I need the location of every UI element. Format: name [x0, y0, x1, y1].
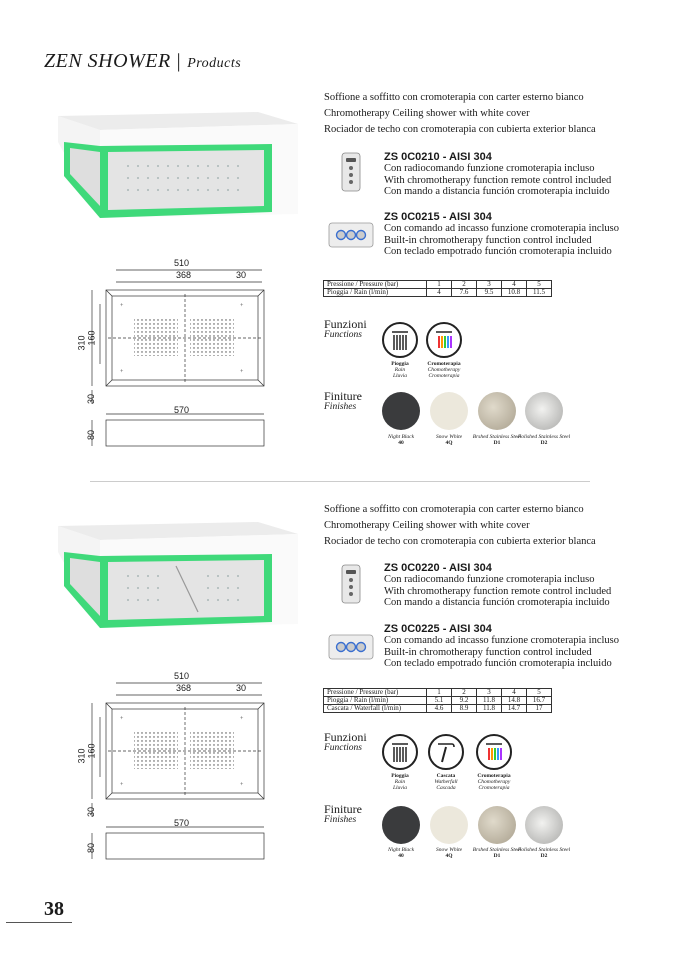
svg-text:+: +: [240, 303, 244, 309]
finish-name: Snow White: [435, 847, 463, 853]
function-caption: [466, 773, 522, 791]
caption-line: Pioggia: [391, 773, 409, 779]
variant-line: Built-in chromotherapy function control included: [384, 646, 592, 658]
remote-control-icon: [340, 564, 362, 604]
wall-control-icon: [328, 634, 374, 660]
finish-swatch-snow-white: [430, 806, 468, 844]
chromotherapy-icon: [476, 734, 512, 770]
table-cell: 5: [527, 281, 552, 289]
caption-line: Lluvia: [392, 785, 408, 791]
table-cell: 14.7: [502, 705, 527, 713]
table-cell: 11.8: [477, 697, 502, 705]
dim-height: 80: [86, 429, 97, 441]
variant-line: Con teclado empotrado función cromoterapia incluido: [384, 658, 612, 669]
variant-line: Con radiocomando funzione cromoterapia incluso: [384, 163, 595, 174]
dim-inner: 368: [176, 270, 192, 280]
table-cell: Pioggia / Rain (l/min): [324, 697, 427, 705]
finishes-subtitle: Finishes: [324, 402, 357, 412]
dim-width: 510: [174, 258, 190, 268]
finish-code: D2: [540, 853, 548, 859]
table-cell: 4: [502, 281, 527, 289]
dim-depth: 310: [76, 335, 87, 351]
table-cell: Pioggia / Rain (l/min): [324, 289, 427, 297]
dim-edge: 30: [236, 270, 247, 280]
section-label: Products: [187, 56, 242, 71]
variant-line: Con mando a distancia función cromoterapia incluido: [384, 186, 610, 197]
finish-name: Night Black: [387, 434, 415, 440]
variant-line: Con radiocomando funzione cromoterapia incluso: [384, 574, 595, 585]
desc-spanish: Rociador de techo con cromoterapia con cubierta exterior blanca: [324, 536, 596, 547]
desc-spanish: Rociador de techo con cromoterapia con cubierta exterior blanca: [324, 124, 596, 135]
svg-text:+: +: [240, 369, 244, 375]
table-cell: 10.8: [502, 289, 527, 297]
table-cell: 2: [452, 281, 477, 289]
caption-line: Cromoterapia: [478, 785, 510, 791]
functions-subtitle: Functions: [324, 330, 362, 340]
desc-english: Chromotherapy Ceiling shower with white cover: [324, 520, 530, 531]
table-cell: 11.8: [477, 705, 502, 713]
caption-line: Pioggia: [391, 361, 409, 367]
table-cell: Pressione / Pressure (bar): [324, 689, 427, 697]
finishes-title: Finiture: [324, 802, 362, 816]
variant-line: With chromotherapy function remote control included: [384, 174, 612, 186]
dim-height: 80: [86, 842, 97, 854]
variant-line: With chromotherapy function remote control included: [384, 585, 612, 597]
caption-line: Rain: [394, 779, 406, 785]
dim-half: 160: [86, 330, 97, 346]
dim-depth: 310: [76, 748, 87, 764]
svg-text:+: +: [120, 782, 124, 788]
table-cell: 5: [527, 689, 552, 697]
caption-line: Chomotherapy: [477, 779, 511, 785]
desc-italian: Soffione a soffitto con cromoterapia con carter esterno bianco: [324, 504, 584, 515]
table-cell: 4: [502, 689, 527, 697]
technical-drawing: [72, 667, 272, 867]
functions-title: Funzioni: [324, 730, 367, 744]
variant-line: Con comando ad incasso funzione cromoterapia incluso: [384, 635, 620, 646]
table-cell: 2: [452, 689, 477, 697]
variant-code: ZS 0C0215 - AISI 304: [384, 211, 492, 223]
table-cell: 17: [527, 705, 552, 713]
variant-code: ZS 0C0220 - AISI 304: [384, 562, 492, 574]
finish-code: 4Q: [445, 440, 453, 446]
finish-swatch-night-black: [382, 806, 420, 844]
variant-code: ZS 0C0225 - AISI 304: [384, 623, 492, 635]
table-cell: 8.9: [452, 705, 477, 713]
table-cell: 14.8: [502, 697, 527, 705]
finish-name: Night Black: [387, 847, 415, 853]
dim-bottom-width: 570: [174, 405, 190, 415]
brand-separator: |: [176, 50, 182, 72]
rain-icon: [382, 734, 418, 770]
finishes-title: Finiture: [324, 389, 362, 403]
page-number-underline: [6, 922, 72, 923]
table-cell: 3: [477, 689, 502, 697]
finish-code: 40: [398, 440, 404, 446]
caption-line: Lluvia: [392, 373, 408, 379]
table-cell: 5.1: [427, 697, 452, 705]
svg-text:+: +: [120, 716, 124, 722]
table-cell: 3: [477, 281, 502, 289]
svg-text:+: +: [120, 303, 124, 309]
dim-edge: 30: [236, 683, 247, 693]
finish-name: Polished Stainless Steel: [517, 434, 571, 440]
brand-title: ZEN SHOWER: [44, 50, 171, 72]
page-number: 38: [44, 898, 64, 920]
table-cell: 4: [427, 289, 452, 297]
pressure-table: [323, 688, 552, 713]
waterfall-icon: [428, 734, 464, 770]
caption-line: Watherfall: [434, 779, 458, 785]
functions-heading: [324, 731, 367, 753]
finish-swatch-polished-steel: [525, 806, 563, 844]
variant-line: Con comando ad incasso funzione cromoterapia incluso: [384, 223, 620, 234]
variant-1: [384, 562, 611, 609]
table-cell: Pressione / Pressure (bar): [324, 281, 427, 289]
finish-name: Brshed Stainless Steel: [472, 847, 522, 853]
variant-line: Con mando a distancia función cromoterapia incluido: [384, 597, 610, 608]
desc-english: Chromotherapy Ceiling shower with white cover: [324, 108, 530, 119]
finish-code: 4Q: [445, 853, 453, 859]
caption-line: Cascata: [436, 773, 456, 779]
finish-code: 40: [398, 853, 404, 859]
variant-line: Con teclado empotrado función cromoterapia incluido: [384, 246, 612, 257]
dim-width: 510: [174, 671, 190, 681]
caption-line: Cromoterapia: [477, 773, 511, 779]
caption-line: Cromoterapia: [427, 361, 461, 367]
svg-text:+: +: [240, 782, 244, 788]
dim-bottom-width: 570: [174, 818, 190, 828]
product-image: [58, 516, 302, 632]
caption-line: Cascada: [436, 785, 456, 791]
dim-half: 160: [86, 743, 97, 759]
table-cell: 16.7: [527, 697, 552, 705]
variant-code: ZS 0C0210 - AISI 304: [384, 151, 492, 163]
finish-code: D1: [493, 853, 501, 859]
finish-code: D1: [493, 440, 501, 446]
table-cell: 9.2: [452, 697, 477, 705]
finish-swatch-brushed-steel: [478, 806, 516, 844]
finish-name: Snow White: [435, 434, 463, 440]
table-cell: Cascata / Waterfall (l/min): [324, 705, 427, 713]
dim-inner: 368: [176, 683, 192, 693]
finish-code: D2: [540, 440, 548, 446]
variant-2: [384, 623, 619, 670]
svg-text:+: +: [120, 369, 124, 375]
dim-thick: 30: [86, 806, 97, 818]
table-cell: 4.6: [427, 705, 452, 713]
functions-title: Funzioni: [324, 317, 367, 331]
functions-subtitle: Functions: [324, 743, 362, 753]
finishes-heading: [324, 803, 362, 825]
table-cell: 1: [427, 689, 452, 697]
table-cell: 1: [427, 281, 452, 289]
product-description: [324, 502, 596, 550]
caption-line: Cromoterapia: [428, 373, 460, 379]
caption-line: Chomotherapy: [427, 367, 461, 373]
finish-caption: [516, 847, 572, 859]
table-cell: 9.5: [477, 289, 502, 297]
variant-line: Built-in chromotherapy function control included: [384, 234, 592, 246]
svg-text:+: +: [240, 716, 244, 722]
table-cell: 11.5: [527, 289, 552, 297]
table-row: [324, 705, 552, 713]
finish-name: Brshed Stainless Steel: [472, 434, 522, 440]
caption-line: Rain: [394, 367, 406, 373]
table-cell: 7.6: [452, 289, 477, 297]
dim-thick: 30: [86, 393, 97, 405]
finishes-subtitle: Finishes: [324, 815, 357, 825]
finish-name: Polished Stainless Steel: [517, 847, 571, 853]
desc-italian: Soffione a soffitto con cromoterapia con carter esterno bianco: [324, 92, 584, 103]
